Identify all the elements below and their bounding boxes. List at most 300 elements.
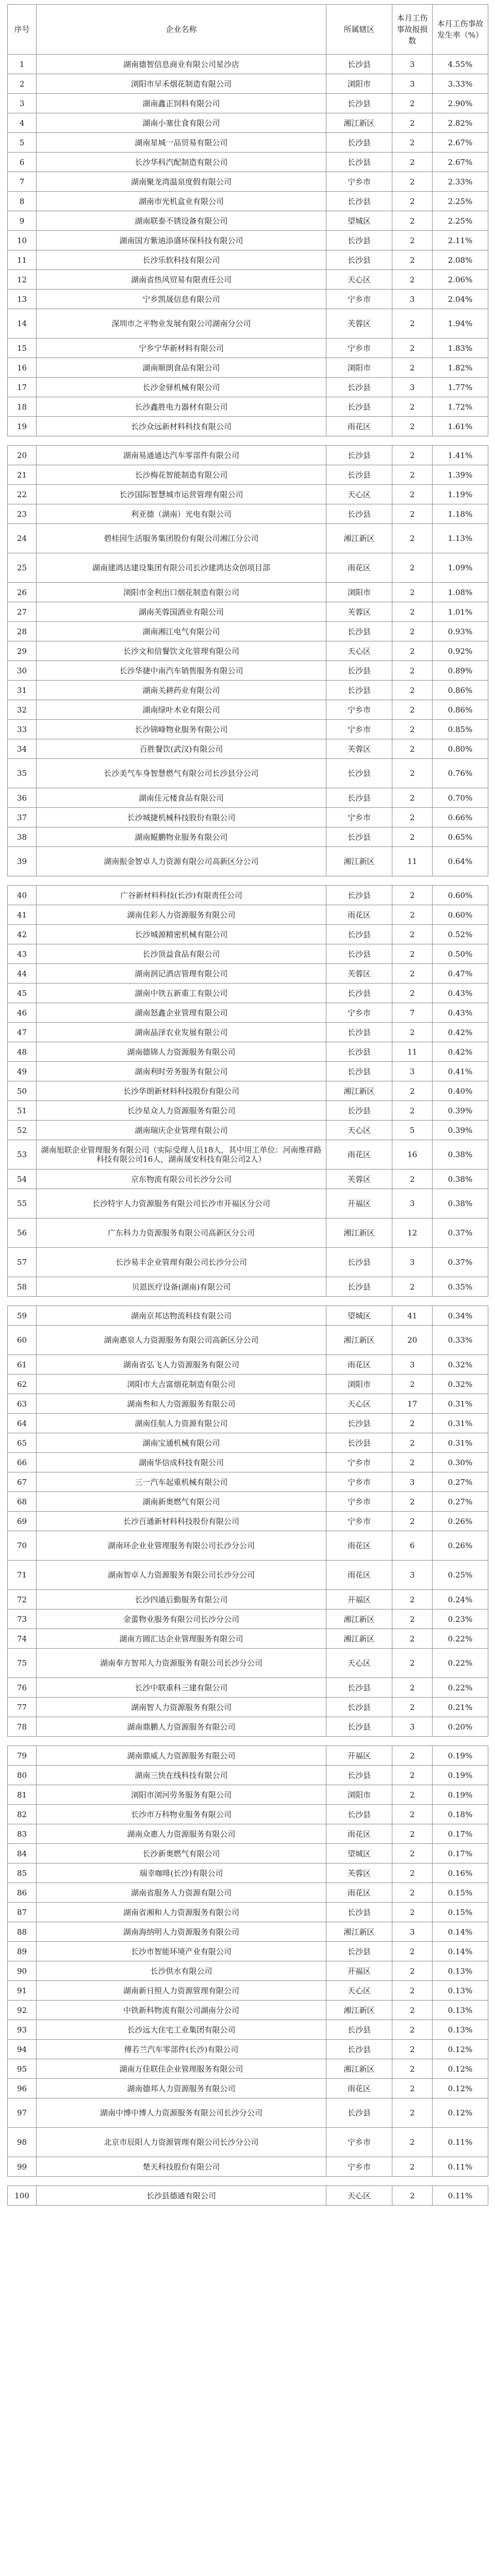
table-row (8, 1590, 488, 1609)
report-count: 2 (392, 661, 433, 681)
report-count: 2 (392, 1942, 433, 1961)
company-name: 长沙供水有限公司 (37, 1961, 326, 1981)
table-row (8, 94, 488, 113)
report-count: 2 (392, 1492, 433, 1512)
company-name: 湖南佳元楼食品有限公司 (37, 788, 326, 808)
company-name: 深圳市之平物业发展有限公司湖南分公司 (37, 309, 326, 338)
district: 天心区 (326, 1121, 392, 1140)
district: 芙蓉区 (326, 309, 392, 338)
company-name: 金蕾物业服务有限公司长沙分公司 (37, 1609, 326, 1629)
report-count: 3 (392, 1472, 433, 1492)
table-header-row (8, 5, 488, 55)
company-name: 浏阳市浏河劳务服务有限公司 (37, 1785, 326, 1805)
district: 宁乡市 (326, 720, 392, 739)
district: 天心区 (326, 1649, 392, 1678)
district: 宁乡市 (326, 2157, 392, 2177)
company-name: 湖南智卓人力资源服务有限公司长沙分公司 (37, 1561, 326, 1590)
incident-rate: 2.82% (433, 113, 488, 133)
table-row (8, 1189, 488, 1218)
header-no: 序号 (8, 5, 37, 55)
report-count: 2 (392, 1883, 433, 1903)
report-count: 2 (392, 1512, 433, 1531)
district: 湘江新区 (326, 524, 392, 553)
report-count: 2 (392, 905, 433, 925)
report-count: 3 (392, 74, 433, 94)
incident-rate: 0.12% (433, 2040, 488, 2059)
report-count: 2 (392, 1081, 433, 1101)
district: 长沙县 (326, 1766, 392, 1785)
company-name: 长沙顶益食品有限公司 (37, 944, 326, 964)
district: 长沙县 (326, 1433, 392, 1453)
group-separator (8, 2177, 488, 2186)
incident-rate: 0.37% (433, 1248, 488, 1277)
incident-rate: 0.66% (433, 808, 488, 827)
report-count: 2 (392, 944, 433, 964)
district: 雨花区 (326, 2079, 392, 2098)
company-name: 湖南绿叶木业有限公司 (37, 700, 326, 720)
incident-rate: 0.19% (433, 1746, 488, 1766)
company-name: 湖南叁和人力资源服务有限公司 (37, 1394, 326, 1414)
table-row (8, 1824, 488, 1844)
table-row (8, 1698, 488, 1717)
district: 长沙县 (326, 397, 392, 417)
incident-rate: 1.09% (433, 553, 488, 583)
report-count: 2 (392, 231, 433, 250)
table-row (8, 700, 488, 720)
company-name: 广谷新材料科技(长沙)有限责任公司 (37, 886, 326, 905)
report-count: 2 (392, 1981, 433, 2001)
district: 宁乡市 (326, 1492, 392, 1512)
row-number: 78 (8, 1717, 37, 1737)
company-name: 长沙国际智慧城市运营管理有限公司 (37, 485, 326, 504)
district: 长沙县 (326, 152, 392, 172)
row-number: 59 (8, 1306, 37, 1326)
district: 雨花区 (326, 1561, 392, 1590)
company-name: 长沙华科汽配制造有限公司 (37, 152, 326, 172)
company-name: 湖南省弘飞人力资源服务有限公司 (37, 1355, 326, 1375)
row-number: 36 (8, 788, 37, 808)
incident-rate: 0.11% (433, 2157, 488, 2177)
district: 长沙县 (326, 1248, 392, 1277)
district: 湘江新区 (326, 1081, 392, 1101)
company-name: 长沙美气车身智慧燃气有限公司长沙县分公司 (37, 759, 326, 788)
district: 宁乡市 (326, 2128, 392, 2157)
row-number: 14 (8, 309, 37, 338)
report-count: 3 (392, 55, 433, 74)
company-name: 长沙中联重科三建有限公司 (37, 1678, 326, 1698)
district: 长沙县 (326, 925, 392, 944)
group-separator-cell (8, 436, 488, 446)
row-number: 69 (8, 1512, 37, 1531)
group-separator (8, 876, 488, 886)
incident-rate: 1.01% (433, 602, 488, 622)
company-name: 湖南芙蓉国酒业有限公司 (37, 602, 326, 622)
group-separator (8, 1297, 488, 1306)
district: 长沙县 (326, 1277, 392, 1297)
table-row (8, 1961, 488, 1981)
company-name: 长沙鑫胜电力器材有限公司 (37, 397, 326, 417)
report-count: 2 (392, 1433, 433, 1453)
row-number: 73 (8, 1609, 37, 1629)
table-row (8, 1453, 488, 1472)
district: 雨花区 (326, 1140, 392, 1170)
district: 长沙县 (326, 1942, 392, 1961)
row-number: 55 (8, 1189, 37, 1218)
incident-rate: 0.26% (433, 1531, 488, 1561)
incident-rate: 2.67% (433, 133, 488, 152)
company-name: 湖南易通通达汽车零部件有限公司 (37, 446, 326, 465)
table-row (8, 1863, 488, 1883)
company-name: 湖南环企业业管理服务有限公司长沙分公司 (37, 1531, 326, 1561)
district: 湘江新区 (326, 2001, 392, 2020)
company-name: 湖南旭联企业管理服务有限公司（实际受理人员18人，其中用工单位：河南维祥路科技有限公司16人，湖南晟安科技有限公司2人） (37, 1140, 326, 1170)
table-row (8, 886, 488, 905)
district: 宁乡市 (326, 338, 392, 358)
district: 望城区 (326, 1844, 392, 1863)
table-row (8, 172, 488, 192)
company-name: 湖南海纳明人力资源服务有限公司 (37, 1922, 326, 1942)
district: 雨花区 (326, 1824, 392, 1844)
table-row (8, 808, 488, 827)
district: 长沙县 (326, 1023, 392, 1042)
report-count: 3 (392, 1922, 433, 1942)
row-number: 53 (8, 1140, 37, 1170)
row-number: 81 (8, 1785, 37, 1805)
table-row (8, 720, 488, 739)
company-name: 长沙易丰企业管理有限公司长沙分公司 (37, 1248, 326, 1277)
company-name: 湖南聚龙湾温泉度假有限公司 (37, 172, 326, 192)
row-number: 19 (8, 417, 37, 436)
company-name: 湖南星城一品贸易有限公司 (37, 133, 326, 152)
report-count: 2 (392, 250, 433, 270)
incident-rate: 0.89% (433, 661, 488, 681)
district: 雨花区 (326, 1883, 392, 1903)
company-name: 湖南方圆汇达企业管理服务有限公司 (37, 1629, 326, 1649)
incident-rate: 0.13% (433, 2020, 488, 2040)
district: 望城区 (326, 211, 392, 231)
table-row (8, 1746, 488, 1766)
report-count: 2 (392, 172, 433, 192)
row-number: 46 (8, 1003, 37, 1023)
report-count: 2 (392, 1678, 433, 1698)
incident-rate: 0.15% (433, 1883, 488, 1903)
district: 长沙县 (326, 2098, 392, 2128)
incident-rate: 2.06% (433, 270, 488, 290)
table-row (8, 1003, 488, 1023)
report-count: 2 (392, 1649, 433, 1678)
incident-rate: 0.38% (433, 1170, 488, 1189)
table-row (8, 739, 488, 759)
incident-rate: 0.42% (433, 1042, 488, 1062)
table-row (8, 1218, 488, 1248)
company-name: 长沙城源精密机械有限公司 (37, 925, 326, 944)
incident-rate: 2.11% (433, 231, 488, 250)
company-name: 湖南省服务人力资源有限公司 (37, 1883, 326, 1903)
row-number: 8 (8, 192, 37, 211)
table-row (8, 397, 488, 417)
report-count: 3 (392, 1717, 433, 1737)
table-row (8, 152, 488, 172)
district: 长沙县 (326, 1101, 392, 1121)
report-count: 2 (392, 358, 433, 378)
district: 湘江新区 (326, 1326, 392, 1355)
incident-rate: 0.19% (433, 1766, 488, 1785)
company-name: 长沙四通后勤服务有限公司 (37, 1590, 326, 1609)
table-row (8, 192, 488, 211)
report-count: 2 (392, 964, 433, 984)
district: 长沙县 (326, 1903, 392, 1922)
district: 湘江新区 (326, 1922, 392, 1942)
table-row (8, 1844, 488, 1863)
district: 天心区 (326, 270, 392, 290)
table-row (8, 1170, 488, 1189)
row-number: 48 (8, 1042, 37, 1062)
incident-rate: 1.41% (433, 446, 488, 465)
row-number: 13 (8, 290, 37, 309)
row-number: 18 (8, 397, 37, 417)
company-name: 湖南怒鑫企业管理有限公司 (37, 1003, 326, 1023)
report-count: 2 (392, 465, 433, 485)
row-number: 84 (8, 1844, 37, 1863)
report-count: 2 (392, 270, 433, 290)
report-count: 2 (392, 641, 433, 661)
row-number: 70 (8, 1531, 37, 1561)
table-row (8, 661, 488, 681)
company-name: 长沙市万科物业服务有限公司 (37, 1805, 326, 1824)
district: 望城区 (326, 1306, 392, 1326)
report-count: 2 (392, 2040, 433, 2059)
row-number: 89 (8, 1942, 37, 1961)
company-name: 湖南德锦人力资源服务有限公司 (37, 1042, 326, 1062)
report-count: 2 (392, 1453, 433, 1472)
table-row (8, 1248, 488, 1277)
incident-rate: 2.08% (433, 250, 488, 270)
row-number: 92 (8, 2001, 37, 2020)
incident-rate: 0.35% (433, 1277, 488, 1297)
district: 宁乡市 (326, 1003, 392, 1023)
incident-rate: 2.67% (433, 152, 488, 172)
company-name: 湖南振金智卓人力资源有限公司高新区分公司 (37, 847, 326, 876)
table-row (8, 1081, 488, 1101)
incident-rate: 1.18% (433, 504, 488, 524)
company-name: 贝恩医疗设备(湖南)有限公司 (37, 1277, 326, 1297)
incident-rate: 0.33% (433, 1326, 488, 1355)
incident-rate: 0.17% (433, 1824, 488, 1844)
incident-rate: 0.12% (433, 2098, 488, 2128)
report-count: 3 (392, 1062, 433, 1081)
table-row (8, 1766, 488, 1785)
report-count: 2 (392, 524, 433, 553)
district: 长沙县 (326, 250, 392, 270)
row-number: 86 (8, 1883, 37, 1903)
row-number: 83 (8, 1824, 37, 1844)
report-count: 2 (392, 681, 433, 700)
incident-rate: 0.38% (433, 1140, 488, 1170)
report-count: 2 (392, 739, 433, 759)
incident-rate: 1.19% (433, 485, 488, 504)
table-row (8, 1981, 488, 2001)
district: 长沙县 (326, 1062, 392, 1081)
report-count: 16 (392, 1140, 433, 1170)
incident-rate: 0.64% (433, 847, 488, 876)
row-number: 58 (8, 1277, 37, 1297)
district: 芙蓉区 (326, 1863, 392, 1883)
district: 长沙县 (326, 378, 392, 397)
row-number: 49 (8, 1062, 37, 1081)
report-count: 2 (392, 1824, 433, 1844)
company-name: 百胜餐饮(武汉)有限公司 (37, 739, 326, 759)
report-count: 2 (392, 1698, 433, 1717)
table-row (8, 485, 488, 504)
header-company-name: 企业名称 (37, 5, 326, 55)
table-row (8, 602, 488, 622)
company-name: 湖南顺朗食品有限公司 (37, 358, 326, 378)
report-count: 5 (392, 1121, 433, 1140)
report-count: 2 (392, 309, 433, 338)
company-name: 长沙华朗新材料科技股份有限公司 (37, 1081, 326, 1101)
company-name: 湖南新奥燃气有限公司 (37, 1492, 326, 1512)
table-row (8, 133, 488, 152)
table-row (8, 465, 488, 485)
row-number: 37 (8, 808, 37, 827)
incident-rate: 1.39% (433, 465, 488, 485)
table-row (8, 1785, 488, 1805)
company-name: 长沙梅花智能制造有限公司 (37, 465, 326, 485)
report-count: 2 (392, 602, 433, 622)
row-number: 47 (8, 1023, 37, 1042)
table-row (8, 446, 488, 465)
incident-rate: 0.27% (433, 1492, 488, 1512)
row-number: 95 (8, 2059, 37, 2079)
row-number: 35 (8, 759, 37, 788)
table-row (8, 1649, 488, 1678)
company-name: 湖南联泰不锈设备有限公司 (37, 211, 326, 231)
company-name: 湖南华信成科技有限公司 (37, 1453, 326, 1472)
company-name: 长沙星众人力资源服务有限公司 (37, 1101, 326, 1121)
table-row (8, 231, 488, 250)
report-count: 2 (392, 417, 433, 436)
table-row (8, 2157, 488, 2177)
report-count: 2 (392, 1844, 433, 1863)
report-count: 3 (392, 1248, 433, 1277)
report-count: 2 (392, 2098, 433, 2128)
district: 天心区 (326, 485, 392, 504)
row-number: 99 (8, 2157, 37, 2177)
report-count: 3 (392, 290, 433, 309)
incident-rate: 0.16% (433, 1863, 488, 1883)
incident-rate: 0.43% (433, 1003, 488, 1023)
district: 长沙县 (326, 681, 392, 700)
report-count: 2 (392, 700, 433, 720)
table-row (8, 250, 488, 270)
company-name: 广东科力力资源服务有限公司高新区分公司 (37, 1218, 326, 1248)
report-count: 2 (392, 338, 433, 358)
row-number: 75 (8, 1649, 37, 1678)
table-row (8, 358, 488, 378)
district: 长沙县 (326, 886, 392, 905)
incident-rate: 0.12% (433, 2059, 488, 2079)
company-name: 湖南众惠人力资源服务有限公司 (37, 1824, 326, 1844)
company-name: 长沙乐软科技有限公司 (37, 250, 326, 270)
report-count: 2 (392, 1766, 433, 1785)
row-number: 82 (8, 1805, 37, 1824)
table-row (8, 1512, 488, 1531)
row-number: 31 (8, 681, 37, 700)
table-row (8, 1042, 488, 1062)
table-row (8, 55, 488, 74)
incident-rate: 1.94% (433, 309, 488, 338)
table-row (8, 1433, 488, 1453)
company-name: 湖南建鸿达建设集团有限公司长沙建鸿达众创项目部 (37, 553, 326, 583)
incident-rate: 0.30% (433, 1453, 488, 1472)
district: 长沙县 (326, 504, 392, 524)
row-number: 7 (8, 172, 37, 192)
row-number: 91 (8, 1981, 37, 2001)
district: 浏阳市 (326, 74, 392, 94)
row-number: 72 (8, 1590, 37, 1609)
report-count: 2 (392, 1375, 433, 1394)
district: 长沙县 (326, 1698, 392, 1717)
incident-rate: 0.52% (433, 925, 488, 944)
company-name: 长沙金驿机械有限公司 (37, 378, 326, 397)
incident-rate: 1.13% (433, 524, 488, 553)
table-row (8, 1805, 488, 1824)
district: 雨花区 (326, 905, 392, 925)
row-number: 68 (8, 1492, 37, 1512)
incident-rate: 0.31% (433, 1394, 488, 1414)
incident-rate: 0.19% (433, 1785, 488, 1805)
row-number: 21 (8, 465, 37, 485)
row-number: 50 (8, 1081, 37, 1101)
company-name: 湖南智人力资源服务有限公司 (37, 1698, 326, 1717)
report-count: 2 (392, 192, 433, 211)
row-number: 10 (8, 231, 37, 250)
table-row (8, 641, 488, 661)
group-separator-cell (8, 876, 488, 886)
report-count: 11 (392, 847, 433, 876)
row-number: 87 (8, 1903, 37, 1922)
company-name: 瑞幸咖啡(长沙)有限公司 (37, 1863, 326, 1883)
company-name: 湖南瑞庆企业管理有限公司 (37, 1121, 326, 1140)
district: 长沙县 (326, 944, 392, 964)
incident-rate: 1.72% (433, 397, 488, 417)
report-count: 2 (392, 2186, 433, 2206)
district: 浏阳市 (326, 358, 392, 378)
row-number: 97 (8, 2098, 37, 2128)
district: 天心区 (326, 1394, 392, 1414)
district: 长沙县 (326, 446, 392, 465)
row-number: 22 (8, 485, 37, 504)
incident-rate: 2.90% (433, 94, 488, 113)
district: 长沙县 (326, 1717, 392, 1737)
incident-rate: 0.22% (433, 1678, 488, 1698)
row-number: 63 (8, 1394, 37, 1414)
company-name: 傅若兰汽车零部件(长沙)有限公司 (37, 2040, 326, 2059)
row-number: 30 (8, 661, 37, 681)
row-number: 23 (8, 504, 37, 524)
company-name: 湖南鼎鹏人力资源服务有限公司 (37, 1717, 326, 1737)
table-row (8, 338, 488, 358)
district: 长沙县 (326, 133, 392, 152)
header-report-count: 本月工伤事故报损数 (392, 5, 433, 55)
incident-rate: 4.55% (433, 55, 488, 74)
incident-rate: 0.32% (433, 1375, 488, 1394)
district: 天心区 (326, 641, 392, 661)
company-name: 宁乡凯晟信息有限公司 (37, 290, 326, 309)
incident-rate: 1.83% (433, 338, 488, 358)
district: 天心区 (326, 2186, 392, 2206)
district: 长沙县 (326, 2020, 392, 2040)
